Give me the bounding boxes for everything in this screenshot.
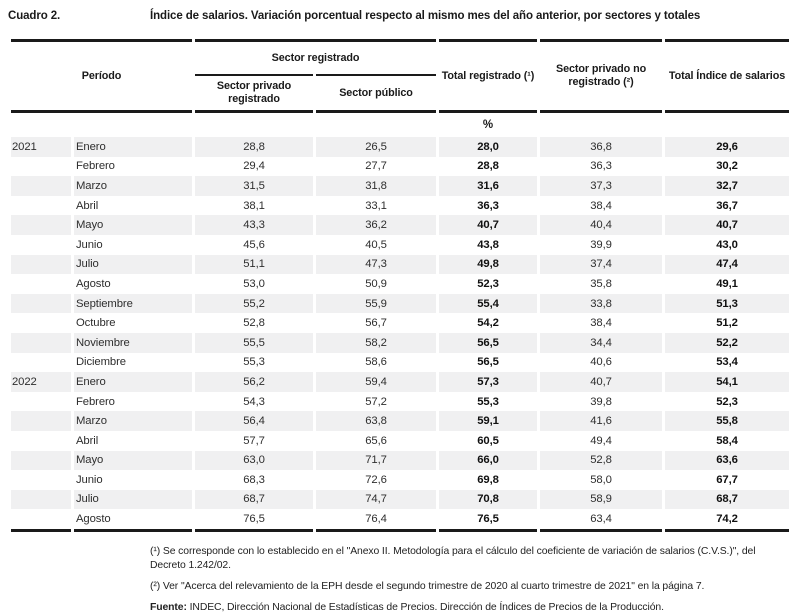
month-cell: Octubre	[76, 317, 116, 330]
year-cell	[11, 451, 71, 471]
value-sector-privado-no-registrado: 39,8	[590, 395, 612, 408]
value-sector-privado-registrado: 31,5	[195, 176, 313, 196]
table-row	[11, 333, 789, 353]
table-row	[11, 509, 789, 532]
value-sector-privado-registrado: 43,3	[195, 215, 313, 235]
month-cell: Abril	[76, 199, 99, 212]
col-header-sector-registrado: Sector registrado	[195, 39, 436, 74]
col-header-total-indice-de-salarios: Total Índice de salarios	[665, 39, 789, 113]
value-sector-privado-no-registrado: 37,4	[540, 255, 662, 275]
value-sector-publico: 40,5	[365, 238, 387, 251]
col-header-sector-privado-no-registrado: Sector privado no registrado (²)	[540, 39, 662, 113]
value-total-registrado: 57,3	[439, 372, 537, 392]
value-sector-publico: 71,7	[316, 451, 436, 471]
month-cell: Febrero	[76, 395, 115, 408]
month-cell: Diciembre	[76, 356, 126, 369]
month-cell: Junio	[76, 238, 103, 251]
value-total-registrado: 49,8	[439, 255, 537, 275]
value-sector-publico: 74,7	[316, 490, 436, 510]
year-cell	[11, 294, 71, 314]
value-total-indice: 52,2	[665, 333, 789, 353]
value-sector-privado-no-registrado: 33,8	[540, 294, 662, 314]
value-sector-privado-registrado: 56,2	[195, 372, 313, 392]
value-total-registrado: 55,4	[439, 294, 537, 314]
table-header	[11, 39, 789, 137]
table-row	[11, 294, 789, 314]
table-row	[11, 490, 789, 510]
value-total-registrado: 52,3	[477, 277, 499, 290]
value-sector-privado-no-registrado: 36,8	[540, 137, 662, 157]
value-total-indice: 63,6	[665, 451, 789, 471]
year-cell	[11, 470, 71, 490]
month-cell: Febrero	[76, 160, 115, 173]
month-cell: Junio	[76, 473, 103, 486]
value-sector-privado-no-registrado: 36,3	[590, 160, 612, 173]
value-sector-privado-no-registrado: 49,4	[590, 434, 612, 447]
value-sector-privado-registrado: 45,6	[243, 238, 265, 251]
value-total-indice: 40,7	[665, 215, 789, 235]
value-total-indice: 51,3	[665, 294, 789, 314]
value-sector-publico: 57,2	[365, 395, 387, 408]
title-row	[0, 0, 800, 22]
value-sector-privado-registrado: 55,2	[195, 294, 313, 314]
year-cell	[11, 411, 71, 431]
value-sector-privado-registrado: 52,8	[243, 317, 265, 330]
table-row	[11, 411, 789, 431]
value-total-registrado: 55,3	[477, 395, 499, 408]
month-cell: Enero	[74, 372, 192, 392]
year-cell	[11, 196, 71, 216]
value-total-indice: 68,7	[665, 490, 789, 510]
value-sector-publico: 65,6	[365, 434, 387, 447]
value-total-registrado: 69,8	[477, 473, 499, 486]
value-sector-privado-no-registrado: 39,9	[590, 238, 612, 251]
year-cell: 2021	[11, 137, 71, 157]
value-total-registrado: 56,5	[477, 356, 499, 369]
value-total-registrado: 40,7	[439, 215, 537, 235]
value-total-registrado: 66,0	[439, 451, 537, 471]
value-sector-privado-registrado: 57,7	[243, 434, 265, 447]
value-total-registrado: 76,5	[439, 509, 537, 532]
month-cell: Agosto	[74, 509, 192, 532]
value-sector-privado-registrado: 51,1	[195, 255, 313, 275]
value-total-indice: 74,2	[665, 509, 789, 532]
month-cell: Septiembre	[74, 294, 192, 314]
page-title: Índice de salarios. Variación porcentual respecto al mismo mes del año anterior, por sectores y totales	[150, 10, 701, 22]
value-sector-privado-registrado: 55,5	[195, 333, 313, 353]
value-total-registrado: 36,3	[477, 199, 499, 212]
year-cell	[11, 274, 71, 294]
col-header-sector-privado-registrado: Sector privado registrado	[195, 74, 313, 113]
value-sector-publico: 27,7	[365, 160, 387, 173]
value-total-indice: 36,7	[716, 199, 738, 212]
source-text: INDEC, Dirección Nacional de Estadísticas de Precios. Dirección de Índices de Precios de la Producción.	[189, 601, 664, 613]
value-total-registrado: 56,5	[439, 333, 537, 353]
table-row	[11, 431, 789, 451]
col-header-total-registrado: Total registrado (¹)	[439, 39, 537, 113]
value-sector-privado-no-registrado: 40,6	[590, 356, 612, 369]
value-sector-privado-no-registrado: 34,4	[540, 333, 662, 353]
year-cell	[11, 157, 71, 177]
value-sector-privado-no-registrado: 58,9	[540, 490, 662, 510]
value-sector-publico: 31,8	[316, 176, 436, 196]
value-sector-privado-registrado: 53,0	[243, 277, 265, 290]
value-sector-privado-registrado: 55,3	[243, 356, 265, 369]
value-total-registrado: 70,8	[439, 490, 537, 510]
footnote-1: (¹) Se corresponde con lo establecido en el "Anexo II. Metodología para el cálculo del coeficiente de variación de salarios (C.V.S.)", del Decreto 1.242/02.	[150, 545, 756, 572]
value-sector-privado-no-registrado: 63,4	[540, 509, 662, 532]
value-sector-privado-no-registrado: 38,4	[590, 199, 612, 212]
year-cell	[11, 255, 71, 275]
year-cell	[11, 176, 71, 196]
month-cell: Marzo	[74, 411, 192, 431]
value-sector-privado-registrado: 68,7	[195, 490, 313, 510]
value-total-indice: 47,4	[665, 255, 789, 275]
year-cell	[11, 215, 71, 235]
col-header-sector-publico: Sector público	[316, 74, 436, 113]
month-cell: Marzo	[74, 176, 192, 196]
value-total-registrado: 28,8	[477, 160, 499, 173]
value-sector-publico: 50,9	[365, 277, 387, 290]
value-sector-privado-registrado: 28,8	[195, 137, 313, 157]
value-sector-publico: 76,4	[316, 509, 436, 532]
value-total-indice: 55,8	[665, 411, 789, 431]
table-row	[11, 157, 789, 177]
unit-label: %	[482, 119, 494, 131]
value-sector-privado-no-registrado: 40,4	[540, 215, 662, 235]
value-total-registrado: 60,5	[477, 434, 499, 447]
value-total-indice: 49,1	[716, 277, 738, 290]
value-total-indice: 29,6	[665, 137, 789, 157]
value-sector-privado-registrado: 76,5	[195, 509, 313, 532]
value-total-indice: 67,7	[716, 473, 738, 486]
table-row	[11, 313, 789, 333]
value-total-indice: 32,7	[665, 176, 789, 196]
table-row	[11, 451, 789, 471]
month-cell: Agosto	[76, 277, 111, 290]
year-cell	[11, 235, 71, 255]
value-sector-publico: 58,6	[365, 356, 387, 369]
source-line	[150, 601, 792, 615]
value-sector-privado-registrado: 68,3	[243, 473, 265, 486]
footnotes	[150, 545, 792, 615]
year-cell	[11, 431, 71, 451]
value-total-indice: 53,4	[716, 356, 738, 369]
table-row	[11, 137, 789, 157]
month-cell: Julio	[74, 490, 192, 510]
salary-index-table	[8, 39, 792, 532]
table-row	[11, 353, 789, 373]
month-cell: Julio	[74, 255, 192, 275]
unit-row-spacer	[540, 113, 789, 137]
value-sector-privado-no-registrado: 40,7	[540, 372, 662, 392]
month-cell: Noviembre	[74, 333, 192, 353]
footnote-2: (²) Ver "Acerca del relevamiento de la EPH desde el segundo trimestre de 2020 al cuarto trimestre de 2021" en la página 7.	[150, 581, 705, 592]
table-row	[11, 215, 789, 235]
table-row	[11, 470, 789, 490]
value-sector-publico: 58,2	[316, 333, 436, 353]
value-sector-privado-no-registrado: 35,8	[590, 277, 612, 290]
value-sector-publico: 36,2	[316, 215, 436, 235]
value-total-indice: 52,3	[716, 395, 738, 408]
table-row	[11, 196, 789, 216]
year-cell	[11, 313, 71, 333]
table-row	[11, 372, 789, 392]
value-sector-publico: 26,5	[316, 137, 436, 157]
table-row	[11, 255, 789, 275]
table-body	[11, 137, 789, 532]
value-sector-privado-registrado: 54,3	[243, 395, 265, 408]
month-cell: Mayo	[74, 215, 192, 235]
value-total-indice: 54,1	[665, 372, 789, 392]
value-sector-privado-no-registrado: 37,3	[540, 176, 662, 196]
col-header-periodo: Período	[11, 39, 192, 113]
table-row	[11, 235, 789, 255]
value-total-indice: 30,2	[716, 160, 738, 173]
year-cell	[11, 509, 71, 532]
value-sector-privado-registrado: 63,0	[195, 451, 313, 471]
month-cell: Abril	[76, 434, 99, 447]
value-sector-privado-registrado: 38,1	[243, 199, 265, 212]
value-sector-privado-registrado: 56,4	[195, 411, 313, 431]
value-sector-publico: 59,4	[316, 372, 436, 392]
value-sector-privado-no-registrado: 41,6	[540, 411, 662, 431]
table-row	[11, 274, 789, 294]
source-label: Fuente:	[150, 601, 187, 613]
year-cell	[11, 392, 71, 412]
table-number: Cuadro 2.	[8, 10, 61, 22]
value-total-registrado: 43,8	[477, 238, 499, 251]
value-sector-privado-no-registrado: 58,0	[590, 473, 612, 486]
value-sector-publico: 72,6	[365, 473, 387, 486]
table-row	[11, 392, 789, 412]
month-cell: Mayo	[74, 451, 192, 471]
value-sector-publico: 33,1	[365, 199, 387, 212]
value-total-indice: 43,0	[716, 238, 738, 251]
value-sector-publico: 47,3	[316, 255, 436, 275]
year-cell	[11, 353, 71, 373]
value-sector-publico: 63,8	[316, 411, 436, 431]
value-total-registrado: 59,1	[439, 411, 537, 431]
value-sector-privado-no-registrado: 38,4	[590, 317, 612, 330]
value-sector-publico: 55,9	[316, 294, 436, 314]
value-sector-privado-registrado: 29,4	[243, 160, 265, 173]
value-total-indice: 58,4	[716, 434, 738, 447]
value-total-registrado: 28,0	[439, 137, 537, 157]
value-sector-publico: 56,7	[365, 317, 387, 330]
value-total-indice: 51,2	[716, 317, 738, 330]
value-total-registrado: 54,2	[477, 317, 499, 330]
month-cell: Enero	[74, 137, 192, 157]
value-total-registrado: 31,6	[439, 176, 537, 196]
unit-row-spacer	[11, 113, 436, 137]
year-cell	[11, 333, 71, 353]
value-sector-privado-no-registrado: 52,8	[540, 451, 662, 471]
table-row	[11, 176, 789, 196]
year-cell: 2022	[11, 372, 71, 392]
year-cell	[11, 490, 71, 510]
